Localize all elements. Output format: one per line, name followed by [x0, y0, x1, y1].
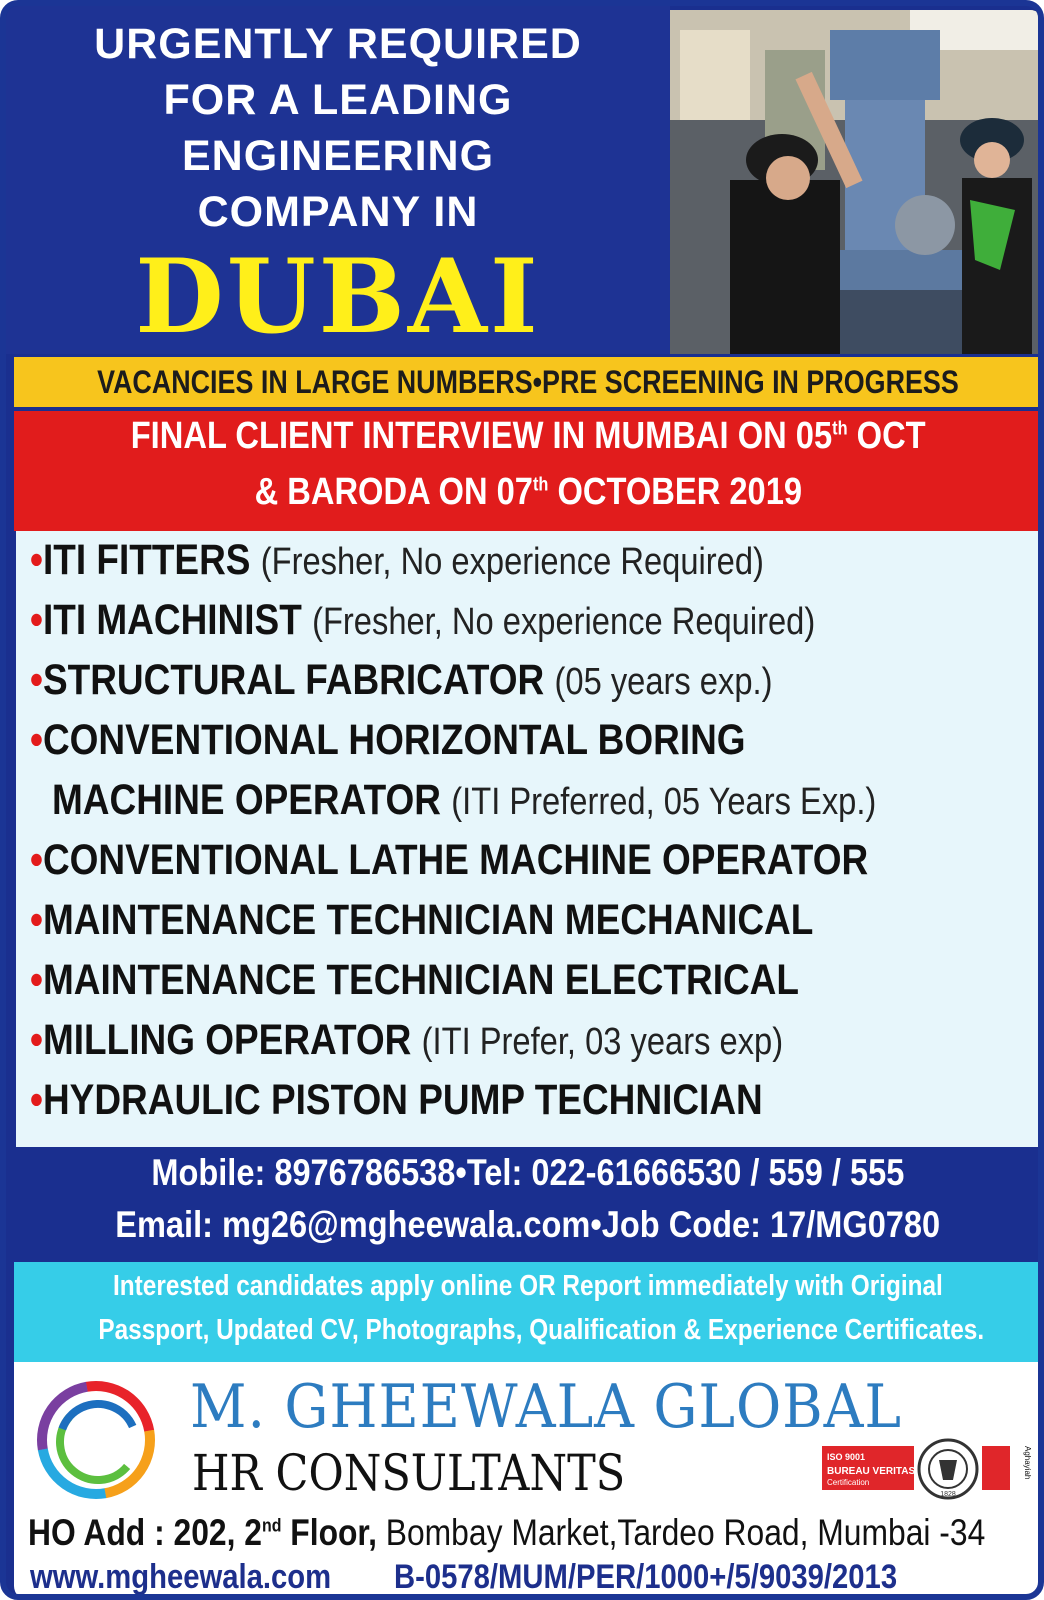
apply-text-2: Passport, Updated CV, Photographs, Qualification & Experience Certificates.: [98, 1314, 985, 1346]
address-label: HO Add : 202, 2: [28, 1512, 263, 1553]
certification-label: Certification: [827, 1478, 870, 1487]
interview-line-1: [14, 415, 1042, 458]
job-item: [30, 655, 893, 707]
job-item: [30, 715, 862, 767]
mobile-number: Mobile: 8976786538: [151, 1152, 456, 1193]
job-title: CONVENTIONAL LATHE MACHINE OPERATOR: [42, 836, 869, 884]
job-requirement: (05 years exp.): [554, 661, 773, 703]
screening-text: PRE SCREENING IN PROGRESS: [542, 363, 959, 400]
job-item: [30, 895, 941, 947]
bullet-icon: •: [30, 956, 43, 1004]
contact-email-line: [6, 1204, 1044, 1246]
interview-mumbai-text: FINAL CLIENT INTERVIEW IN MUMBAI ON 05: [130, 415, 832, 457]
job-requirement: (ITI Prefer, 03 years exp): [421, 1021, 784, 1063]
apply-line-2: [14, 1314, 1042, 1347]
bullet-icon: •: [30, 536, 43, 584]
interview-banner: [14, 411, 1042, 531]
email-address: Email: mg26@mgheewala.com: [115, 1204, 591, 1245]
bullet-icon: •: [30, 896, 43, 944]
job-item: [30, 955, 924, 1007]
vacancy-banner-text: [97, 364, 959, 401]
apply-text-1: Interested candidates apply online OR Report immediately with Original: [113, 1270, 943, 1302]
website-text: www.mgheewala.com: [30, 1558, 332, 1596]
job-item: [30, 1015, 906, 1067]
ordinal-suffix: th: [831, 418, 848, 440]
job-requirement: (Fresher, No experience Required): [260, 541, 764, 583]
headline-line-3: ENGINEERING: [181, 132, 495, 180]
company-logo-icon: [32, 1376, 160, 1504]
job-requirement: (ITI Preferred, 05 Years Exp.): [451, 781, 877, 823]
bureau-veritas-label: BUREAU VERITAS: [827, 1466, 916, 1477]
headline-panel: [6, 6, 670, 357]
interview-baroda-text: & BARODA ON 07: [254, 471, 533, 513]
interview-date-text: OCTOBER 2019: [548, 471, 802, 513]
job-title: ITI FITTERS: [42, 536, 251, 584]
banner-separator: •: [532, 363, 543, 400]
job-title: HYDRAULIC PISTON PUMP TECHNICIAN: [42, 1076, 763, 1124]
job-title: STRUCTURAL FABRICATOR: [42, 656, 545, 704]
vacancy-banner: [14, 357, 1042, 407]
job-item: [30, 835, 1005, 887]
certification-year: 1828: [940, 1491, 956, 1498]
city-name: DUBAI: [135, 237, 541, 357]
bullet-icon: •: [30, 716, 43, 764]
job-title: MILLING OPERATOR: [42, 1016, 412, 1064]
workshop-photo: [670, 10, 1044, 354]
job-title: MAINTENANCE TECHNICIAN ELECTRICAL: [42, 956, 799, 1004]
license-number: [394, 1558, 979, 1597]
apply-line-1: [14, 1270, 1042, 1303]
machinists-at-milling-machine-image: [670, 10, 1044, 354]
ordinal-suffix: th: [532, 474, 549, 496]
contact-separator: •: [590, 1204, 603, 1245]
company-name: [190, 1372, 964, 1442]
apply-instructions: [14, 1262, 1042, 1362]
company-subtitle: [192, 1444, 696, 1502]
company-subtitle-text: HR CONSULTANTS: [192, 1444, 626, 1502]
license-text: B-0578/MUM/PER/1000+/5/9039/2013: [394, 1558, 898, 1596]
job-item-continued: [52, 775, 1011, 827]
company-name-text: M. GHEEWALA GLOBAL: [190, 1372, 903, 1442]
iso-label: ISO 9001: [827, 1452, 866, 1462]
job-item: [30, 1075, 882, 1127]
website-link[interactable]: [30, 1558, 380, 1597]
ordinal-suffix: nd: [262, 1514, 282, 1536]
interview-line-2: [14, 471, 1042, 514]
iso-certification-badge: [822, 1436, 1032, 1502]
certification-side-label: Aghayiah: [1023, 1446, 1032, 1480]
address-street: Bombay Market,Tardeo Road, Mumbai -34: [376, 1512, 986, 1553]
address-floor: Floor,: [281, 1512, 377, 1553]
job-title: MAINTENANCE TECHNICIAN MECHANICAL: [42, 896, 814, 944]
job-item: [30, 595, 943, 647]
vacancies-text: VACANCIES IN LARGE NUMBERS: [97, 363, 533, 400]
contact-separator: •: [455, 1152, 468, 1193]
job-item: [30, 535, 883, 587]
bullet-icon: •: [30, 836, 43, 884]
headline-line-1: URGENTLY REQUIRED: [94, 20, 582, 68]
footer-bar: [6, 1554, 1044, 1600]
interview-month-text: OCT: [847, 415, 926, 457]
bullet-icon: •: [30, 596, 43, 644]
telephone-number: Tel: 022-61666530 / 559 / 555: [467, 1152, 905, 1193]
job-list: [16, 531, 1040, 1147]
job-title: MACHINE OPERATOR: [52, 776, 442, 824]
head-office-address: [28, 1512, 1044, 1554]
contact-phone-line: [6, 1152, 1044, 1194]
bullet-icon: •: [30, 1016, 43, 1064]
headline-line-2: FOR A LEADING: [163, 76, 513, 124]
job-code: Job Code: 17/MG0780: [602, 1204, 941, 1245]
bullet-icon: •: [30, 656, 43, 704]
job-title: CONVENTIONAL HORIZONTAL BORING: [42, 716, 746, 764]
job-title: ITI MACHINIST: [42, 596, 302, 644]
headline-line-4: COMPANY IN: [197, 188, 479, 236]
bullet-icon: •: [30, 1076, 43, 1124]
job-requirement: (Fresher, No experience Required): [312, 601, 816, 643]
